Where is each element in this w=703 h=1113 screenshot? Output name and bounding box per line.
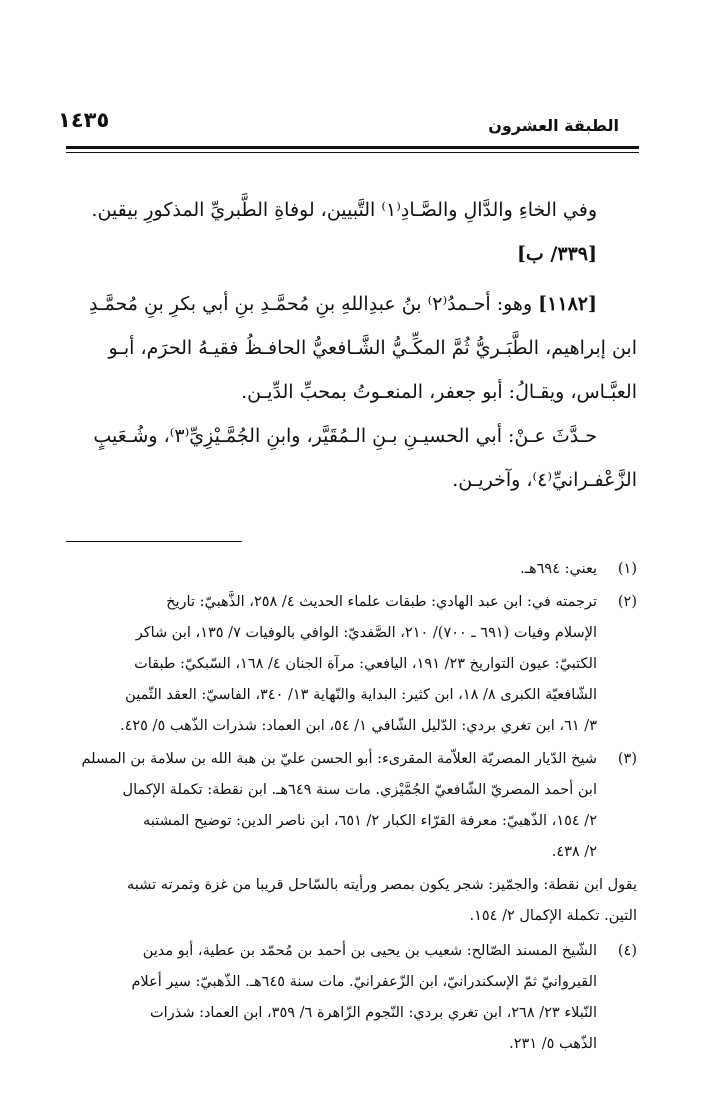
footnote-3-addendum: [64, 870, 637, 932]
footnote-separator: [66, 541, 242, 542]
footnote-number: (١): [617, 561, 637, 577]
footnote-line: ٣/ ٦١، ابن تغري بردي: الدّليل الشّافي ١/ ٥٤، ابن العماد: شذرات الذّهب ٥/ ٤٢٥.: [119, 718, 597, 734]
entry-number: [١١٨٢]: [538, 293, 597, 315]
entry-line: ابن إبراهيم، الطَّبَـريُّ ثُمَّ المكِّـيُّ الشَّـافعيُّ الحافـظُ فقيـهُ الحرَم، أبـو: [108, 337, 637, 359]
entry-line: العبَّـاس، ويقـالُ: أبو جعفر، المنعـوتُ بمحبِّ الدِّيـن.: [241, 381, 637, 403]
footnote-line: القيروانيّ ثمّ الإسكندرانيّ، ابن الزّعفرانيّ. مات سنة ٦٤٥هـ. الذّهبيّ: سير أعلام: [131, 974, 597, 990]
running-title: الطبقة العشرون: [488, 116, 619, 135]
footnote-line: يعني: ٦٩٤هـ.: [520, 561, 597, 577]
footnote-line: الشّافعيّة الكبرى ٨/ ١٨، ابن كثير: البداية والنّهاية ١٣/ ٣٤٠، الفاسيّ: العقد الثّمين: [125, 687, 597, 703]
footnote-line: ابن أحمد المصريّ الشّافعيّ الجُمَّيْزي. مات سنة ٦٤٩هـ. ابن نقطة: تكملة الإكمال: [122, 782, 597, 798]
footnote-1: [64, 554, 637, 585]
footnote-number: (٤): [617, 943, 637, 959]
footnote-line: الذّهب ٥/ ٢٣١.: [509, 1036, 597, 1052]
page-number: ١٤٣٥: [58, 108, 110, 132]
footnote-body: [64, 744, 597, 868]
teachers-line: حـدَّثَ عـنْ: أبي الحسيـنِ بـنِ الـمُقَيَّر، وابنِ الجُمَّـيْزِيِّ⁽٣⁾، وشُـعَيبٍ: [93, 425, 597, 447]
text-line: وفي الخاءِ والدَّالِ والصَّـادِ⁽١⁾ التَّبيين، لوفاةِ الطَّبريِّ المذكورِ بيقين.: [91, 199, 597, 221]
footnote-line: النّبلاء ٢٣/ ٢٦٨، ابن تغري بردي: النّجوم الزّاهرة ٦/ ٣٥٩، ابن العماد: شذرات: [150, 1005, 597, 1021]
footnote-line: التين. تكملة الإكمال ٢/ ١٥٤.: [469, 908, 637, 924]
footnote-line: الشّيخ المسند الصّالح: شعيب بن يحيى بن أحمد بن مُحمّد بن عطية، أبو مدين: [142, 943, 597, 959]
footnote-line: شيخ الدّيار المصريّة العلاّمة المقرىء: أبو الحسن عليّ بن هبة الله بن سلامة بن المسلم: [81, 751, 597, 767]
entry-text: وهو: أحـمدُ⁽٢⁾ بنُ عبدِاللهِ بنِ مُحمَّـدِ بنِ أبي بكرِ بنِ مُحمَّـدِ: [89, 293, 533, 315]
header-rule-thin: [66, 152, 639, 153]
footnote-line: ٢/ ١٥٤، الذّهبيّ: معرفة القرّاء الكبار ٢/ ٦٥١، ابن ناصر الدين: توضيح المشتبه: [143, 813, 597, 829]
footnote-line: الإسلام وفيات (٦٩١ ـ ٧٠٠)/ ٢١٠، الصَّفديّ: الوافي بالوفيات ٧/ ١٣٥، ابن شاكر: [135, 625, 597, 641]
footnote-line: ٢/ ٤٣٨.: [551, 844, 597, 860]
footnote-2: [64, 587, 637, 742]
footnote-body: [64, 554, 597, 585]
footnote-number: (٢): [617, 594, 637, 610]
teachers-line: الزَّعْفـرانيِّ⁽٤⁾، وآخريـن.: [452, 469, 637, 491]
folio-marker: [٣٣٩/ ب]: [516, 243, 597, 265]
footnote-4: [64, 936, 637, 1060]
main-text: [64, 188, 637, 502]
footnote-3: [64, 744, 637, 868]
footnote-line: يقول ابن نقطة: والجمّيز: شجر يكون بمصر ورأيته بالسّاحل قريبا من غزة وثمرته تشبه: [127, 877, 637, 893]
footnote-number: (٣): [617, 751, 637, 767]
footnote-body: [64, 587, 597, 742]
footnote-line: ترجمته في: ابن عبد الهادي: طبقات علماء الحديث ٤/ ٢٥٨، الذَّهبيّ: تاريخ: [166, 594, 597, 610]
footnotes: [64, 554, 637, 1060]
footnote-line: الكتبيّ: عيون التواريخ ٢٣/ ١٩١، اليافعي: مرآة الجنان ٤/ ١٦٨، السّبكيّ: طبقات: [134, 656, 597, 672]
footnote-body: [64, 936, 597, 1060]
entry-heading-line: [64, 282, 637, 326]
header-rule-thick: [66, 146, 639, 149]
